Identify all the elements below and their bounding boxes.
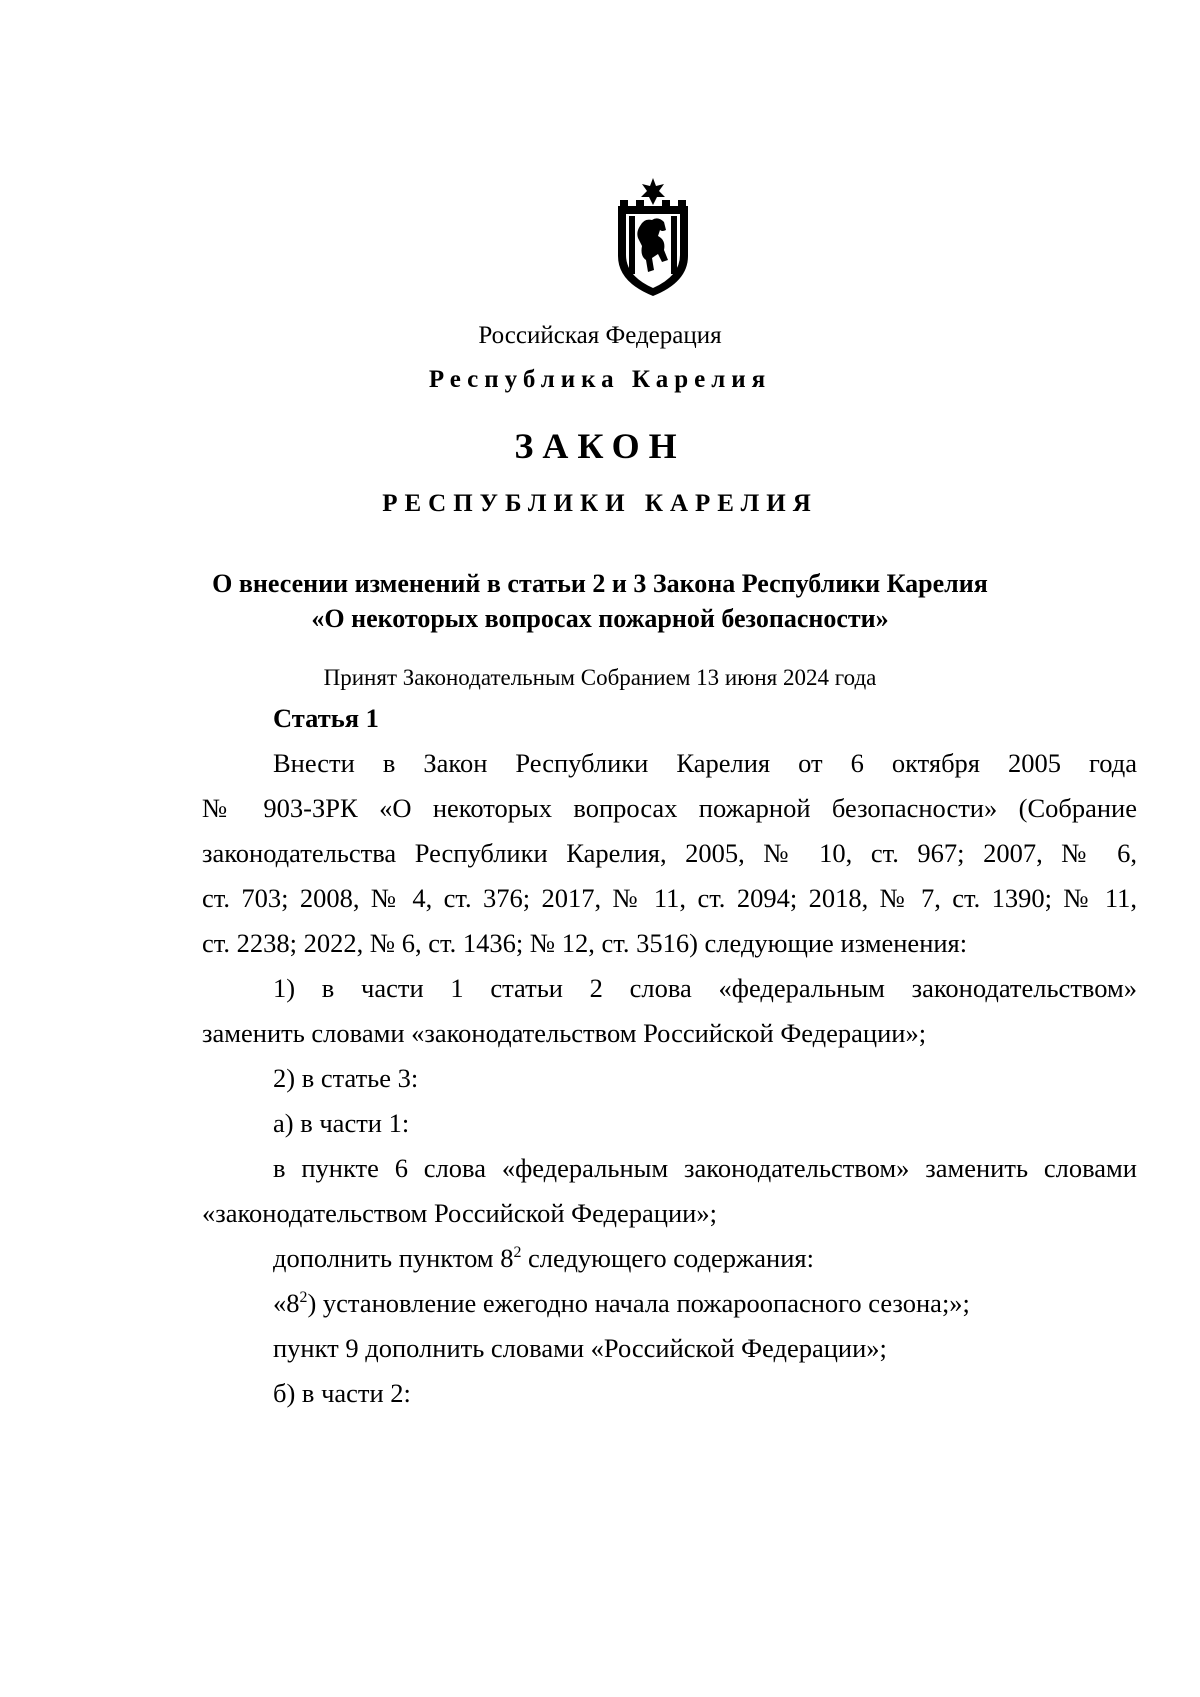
item-1-line: 1) в части 1 статьи 2 слова «федеральным законодательством» xyxy=(273,973,1137,1003)
law-title-line-2: «О некоторых вопросах пожарной безопасности» xyxy=(311,604,889,633)
document-issuer-heading: РЕСПУБЛИКИ КАРЕЛИЯ xyxy=(382,490,818,517)
law-title-line-1: О внесении изменений в статьи 2 и 3 Закона Республики Карелия xyxy=(212,569,988,598)
item-2a-point-6-line: «законодательством Российской Федерации»; xyxy=(202,1198,717,1228)
federation-label: Российская Федерация xyxy=(478,322,722,349)
karelia-coat-of-arms-icon xyxy=(612,178,694,296)
article-intro-line: ст. 2238; 2022, № 6, ст. 1436; № 12, ст. 3516) следующие изменения: xyxy=(202,928,968,958)
new-point-text xyxy=(273,1288,970,1319)
item-2a: а) в части 1: xyxy=(273,1108,410,1138)
article-intro-line: № 903-ЗРК «О некоторых вопросах пожарной безопасности» (Собрание xyxy=(202,793,1137,823)
article-intro-line: ст. 703; 2008, № 4, ст. 376; 2017, № 11, ст. 2094; 2018, № 7, ст. 1390; № 11, xyxy=(202,883,1137,913)
document-type-heading: ЗАКОН xyxy=(514,426,686,466)
new-point-superscript: 2 xyxy=(299,1289,308,1307)
item-1-line: заменить словами «законодательством Российской Федерации»; xyxy=(202,1018,927,1048)
item-2a-point-6-line: в пункте 6 слова «федеральным законодательством» заменить словами xyxy=(273,1153,1137,1183)
item-2b: б) в части 2: xyxy=(273,1378,411,1408)
article-intro-line: законодательства Республики Карелия, 2005, № 10, ст. 967; 2007, № 6, xyxy=(202,838,1137,868)
new-point-prefix: «8 xyxy=(273,1288,300,1318)
add-point-text: дополнить пунктом 8 xyxy=(273,1243,514,1273)
add-point-text-after: следующего содержания: xyxy=(521,1243,814,1273)
new-point-body: ) установление ежегодно начала пожароопасного сезона;»; xyxy=(307,1288,970,1318)
item-2: 2) в статье 3: xyxy=(273,1063,419,1093)
adoption-note: Принят Законодательным Собранием 13 июня 2024 года xyxy=(323,665,877,690)
point-9-amendment: пункт 9 дополнить словами «Российской Федерации»; xyxy=(273,1333,887,1363)
article-heading: Статья 1 xyxy=(273,703,379,733)
article-intro-line: Внести в Закон Республики Карелия от 6 октября 2005 года xyxy=(273,748,1137,778)
add-point-superscript: 2 xyxy=(513,1244,522,1262)
add-point-instruction xyxy=(273,1243,814,1274)
republic-label: Республика Карелия xyxy=(428,366,772,393)
